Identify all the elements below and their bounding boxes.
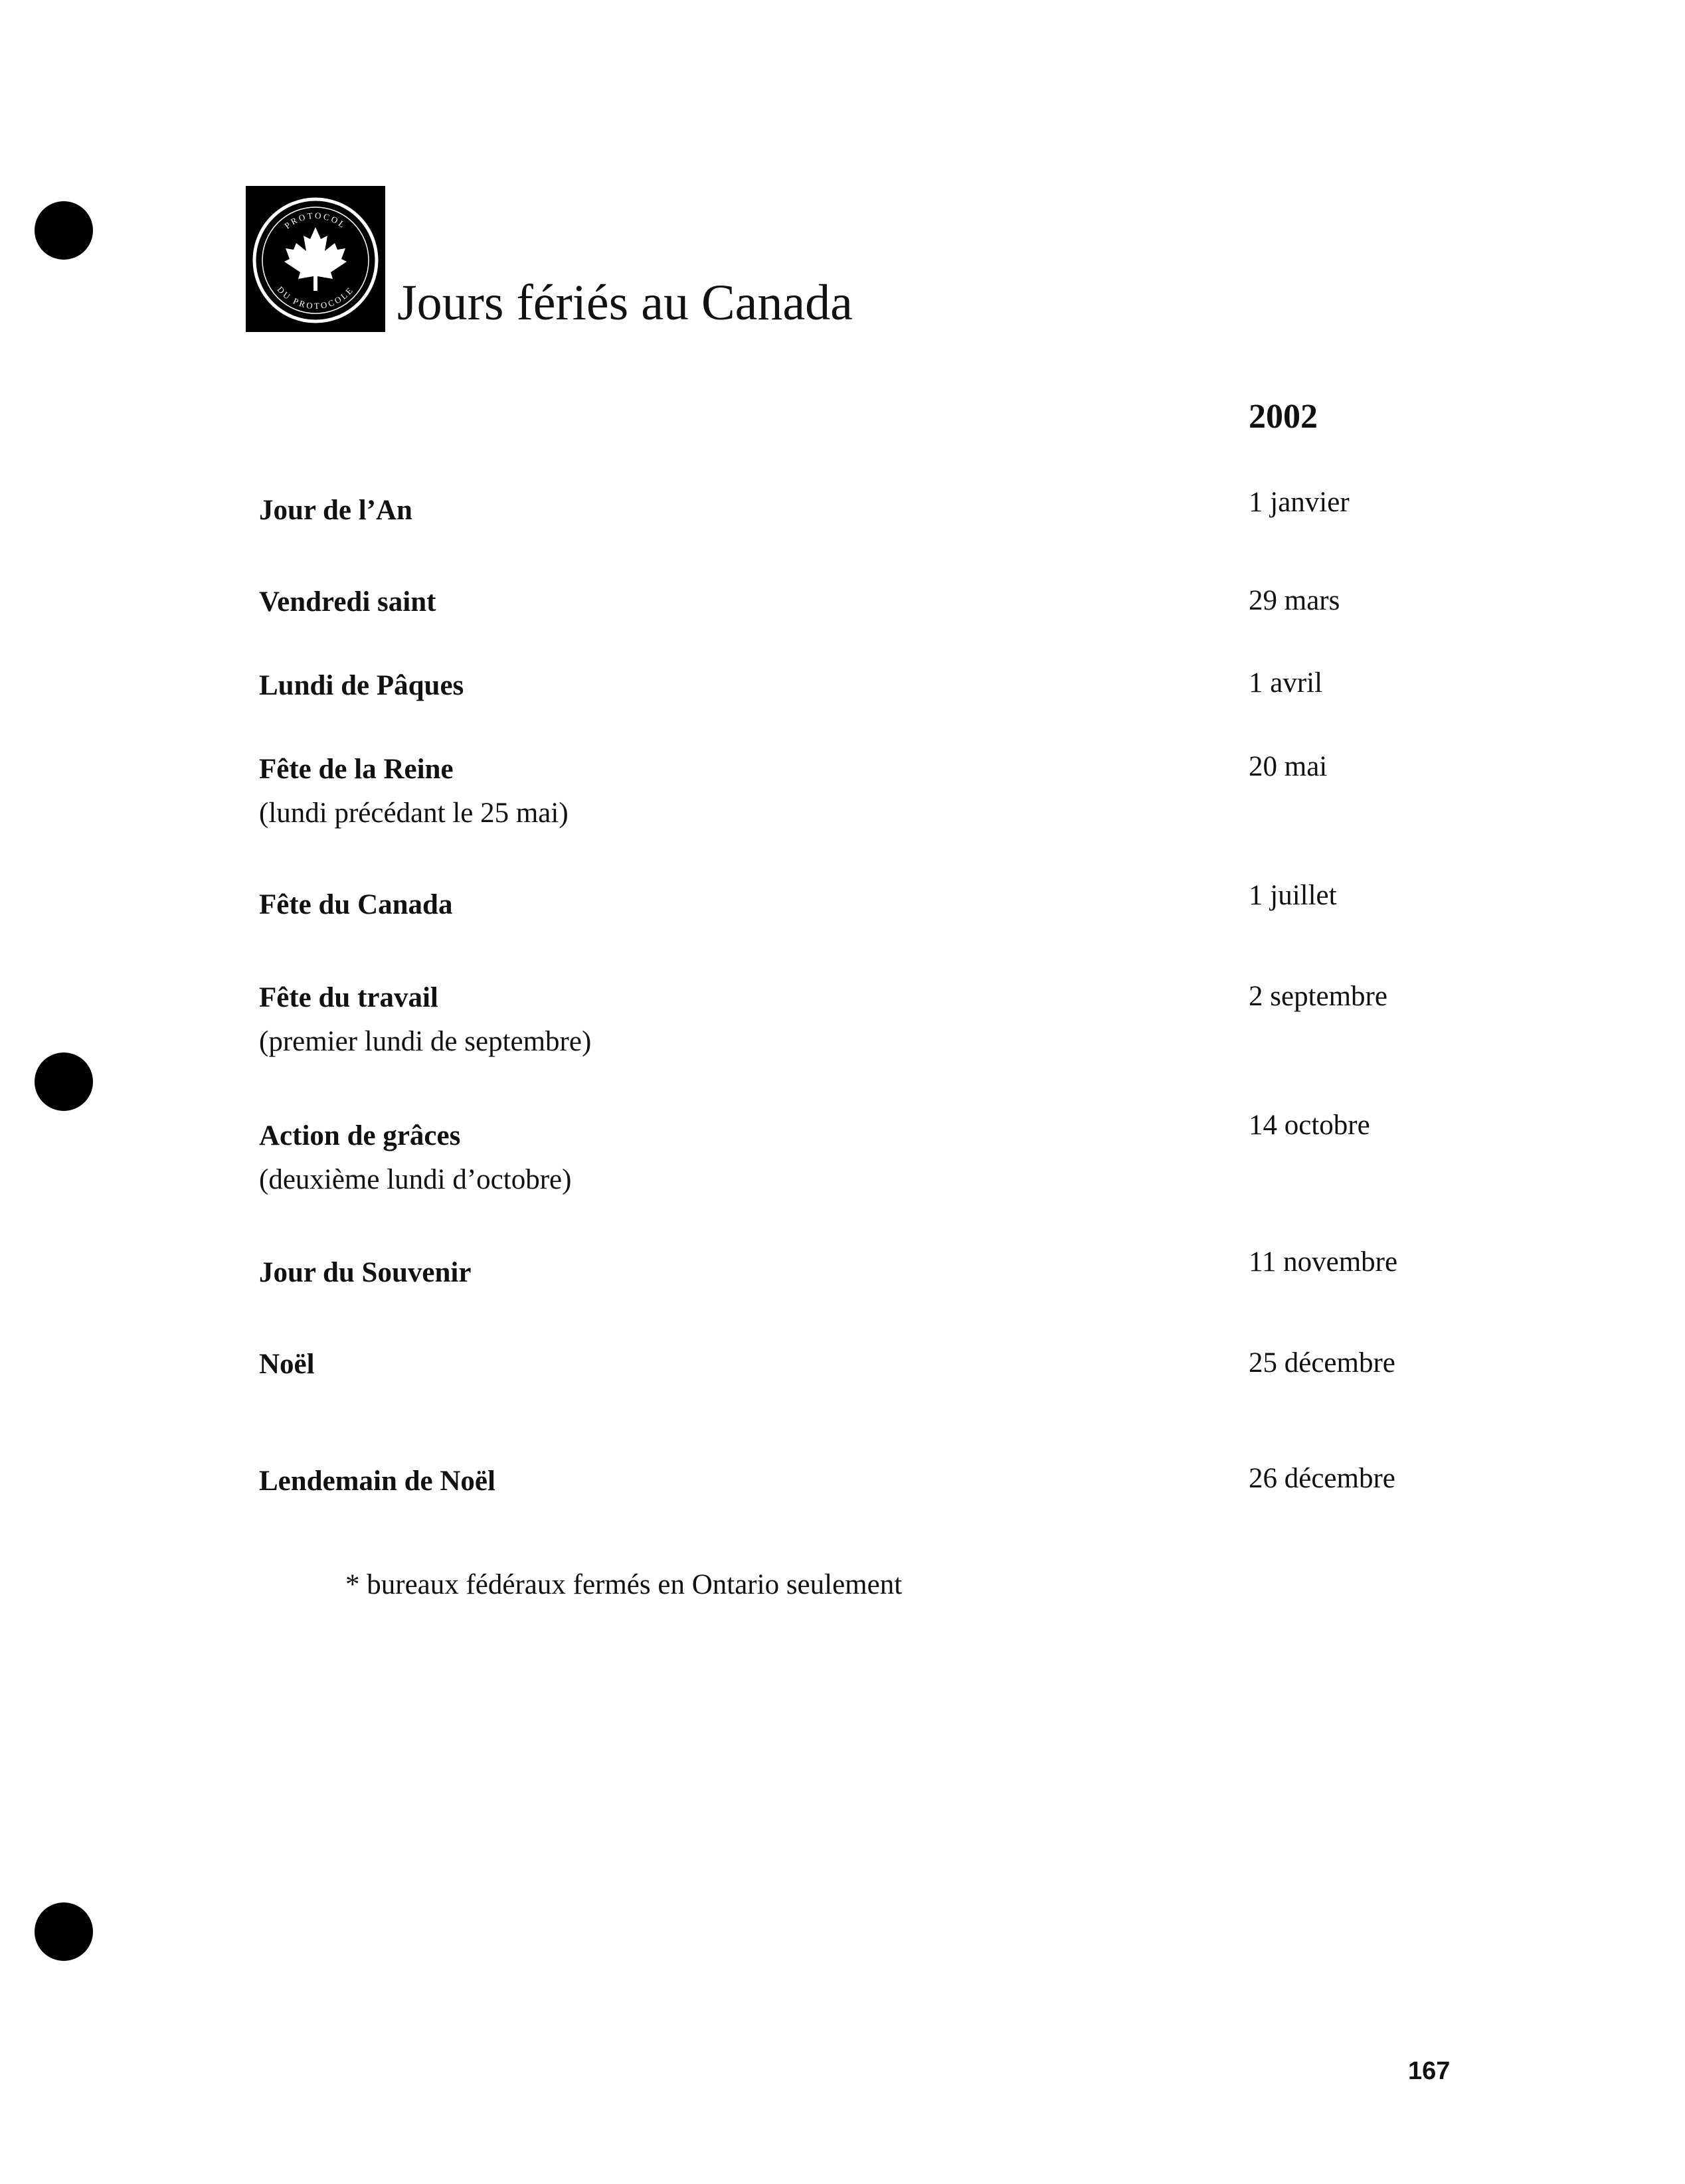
punch-hole-top	[35, 201, 93, 260]
logo-text-bottom: DU PROTOCOLE	[275, 284, 356, 311]
holiday-name: Fête de la Reine	[259, 754, 454, 785]
holiday-date: 1 avril	[1249, 667, 1323, 699]
holiday-name: Vendredi saint	[259, 586, 436, 618]
holiday-date: 1 juillet	[1249, 880, 1337, 911]
holiday-name: Fête du Canada	[259, 889, 453, 920]
holiday-date: 11 novembre	[1249, 1246, 1398, 1278]
holiday-date: 29 mars	[1249, 585, 1340, 616]
holiday-name: Lendemain de Noël	[259, 1466, 495, 1497]
holiday-note: (lundi précédant le 25 mai)	[259, 798, 569, 829]
punch-hole-bottom	[35, 1902, 93, 1961]
holiday-date: 2 septembre	[1249, 981, 1387, 1012]
protocol-logo	[246, 186, 385, 332]
holiday-date: 26 décembre	[1249, 1463, 1395, 1494]
holiday-date: 1 janvier	[1249, 487, 1350, 518]
holiday-date: 25 décembre	[1249, 1347, 1395, 1379]
holiday-note: (premier lundi de septembre)	[259, 1026, 592, 1057]
logo-text-top: PROTOCOL	[282, 210, 349, 231]
holiday-note: (deuxième lundi d’octobre)	[259, 1164, 572, 1195]
punch-hole-middle	[35, 1052, 93, 1111]
holiday-date: 14 octobre	[1249, 1110, 1370, 1141]
holiday-name: Jour du Souvenir	[259, 1257, 472, 1288]
holiday-date: 20 mai	[1249, 751, 1328, 782]
holiday-name: Fête du travail	[259, 982, 438, 1013]
page-number: 167	[1408, 2057, 1451, 2085]
year-column-header: 2002	[1249, 398, 1318, 436]
holiday-name: Jour de l’An	[259, 495, 412, 526]
holiday-name: Action de grâces	[259, 1120, 461, 1151]
holiday-name: Lundi de Pâques	[259, 670, 464, 701]
maple-leaf-seal-icon	[246, 186, 385, 332]
holiday-name: Noël	[259, 1349, 315, 1380]
footnote: * bureaux fédéraux fermés en Ontario seulement	[345, 1569, 903, 1600]
page-title: Jours fériés au Canada	[397, 275, 853, 331]
